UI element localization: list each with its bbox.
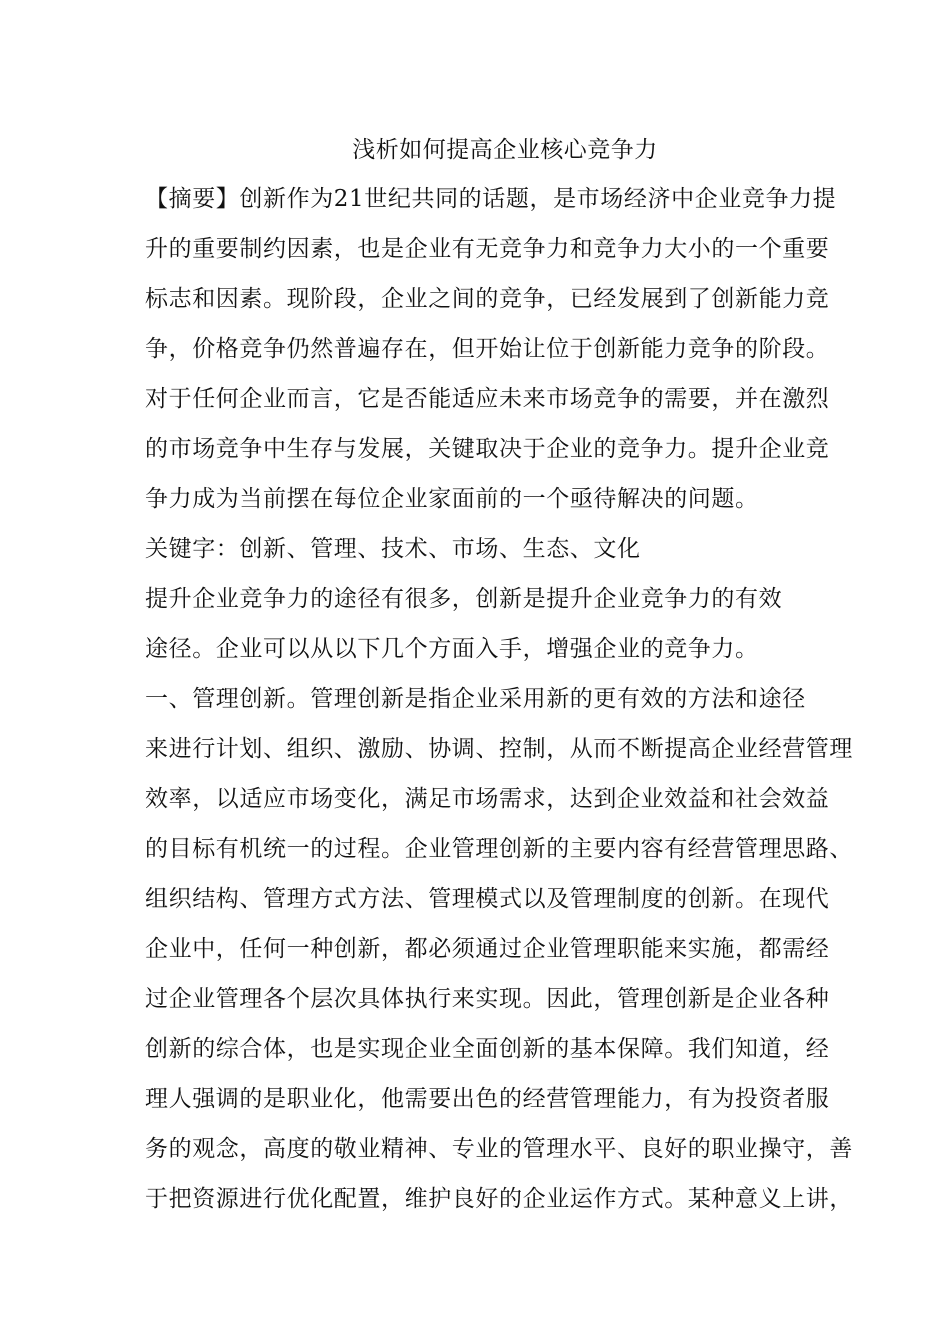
abstract-line: 升的重要制约因素，也是企业有无竞争力和竞争力大小的一个重要 xyxy=(145,236,830,262)
body-line: 一、管理创新。管理创新是指企业采用新的更有效的方法和途径 xyxy=(145,686,806,712)
body-line: 过企业管理各个层次具体执行来实现。因此，管理创新是企业各种 xyxy=(145,986,830,1012)
abstract-line: 争，价格竞争仍然普遍存在，但开始让位于创新能力竞争的阶段。 xyxy=(145,336,830,362)
body-line: 途径。企业可以从以下几个方面入手，增强企业的竞争力。 xyxy=(145,636,759,662)
body-line: 组织结构、管理方式方法、管理模式以及管理制度的创新。在现代 xyxy=(145,886,830,912)
body-line: 来进行计划、组织、激励、协调、控制，从而不断提高企业经营管理 xyxy=(145,736,853,762)
abstract-line: 标志和因素。现阶段，企业之间的竞争，已经发展到了创新能力竞 xyxy=(145,286,830,312)
document-title: 浅析如何提高企业核心竞争力 xyxy=(352,137,658,163)
abstract-line: 对于任何企业而言，它是否能适应未来市场竞争的需要，并在激烈 xyxy=(145,386,830,412)
body-line: 的目标有机统一的过程。企业管理创新的主要内容有经营管理思路、 xyxy=(145,836,853,862)
body-line: 于把资源进行优化配置，维护良好的企业运作方式。某种意义上讲， xyxy=(145,1186,853,1212)
body-line: 创新的综合体，也是实现企业全面创新的基本保障。我们知道，经 xyxy=(145,1036,830,1062)
body-line: 务的观念，高度的敬业精神、专业的管理水平、良好的职业操守，善 xyxy=(145,1136,853,1162)
keywords-line: 关键字：创新、管理、技术、市场、生态、文化 xyxy=(145,536,641,562)
body-line: 提升企业竞争力的途径有很多，创新是提升企业竞争力的有效 xyxy=(145,586,783,612)
abstract-line: 【摘要】创新作为21世纪共同的话题，是市场经济中企业竞争力提 xyxy=(145,186,837,212)
abstract-line: 的市场竞争中生存与发展，关键取决于企业的竞争力。提升企业竞 xyxy=(145,436,830,462)
body-line: 效率，以适应市场变化，满足市场需求，达到企业效益和社会效益 xyxy=(145,786,830,812)
body-line: 企业中，任何一种创新，都必须通过企业管理职能来实施，都需经 xyxy=(145,936,830,962)
body-line: 理人强调的是职业化，他需要出色的经营管理能力，有为投资者服 xyxy=(145,1086,830,1112)
abstract-line: 争力成为当前摆在每位企业家面前的一个亟待解决的问题。 xyxy=(145,486,759,512)
